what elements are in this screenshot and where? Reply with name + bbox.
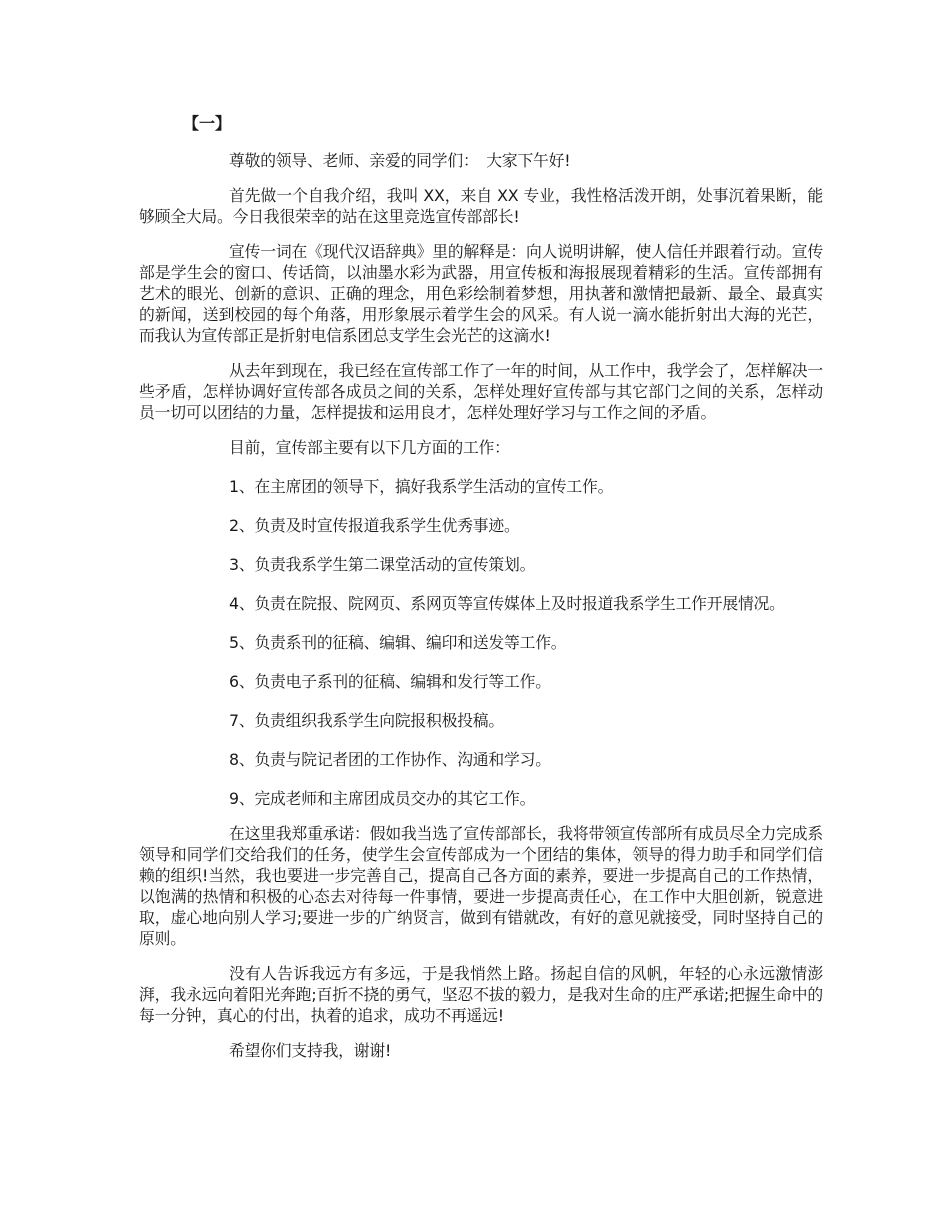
greeting: 尊敬的领导、老师、亲爱的同学们： 大家下午好!: [229, 151, 571, 170]
list-item: 2、负责及时宣传报道我系学生优秀事迹。: [229, 516, 520, 535]
document-page: [139, 112, 823, 1061]
paragraph-thanks: 希望你们支持我，谢谢!: [229, 1041, 392, 1060]
list-item: 4、负责在院报、院网页、系网页等宣传媒体上及时报道我系学生工作开展情况。: [229, 594, 785, 613]
list-item: 9、完成老师和主席团成员交办的其它工作。: [229, 789, 536, 808]
paragraph-experience: 从去年到现在，我已经在宣传部工作了一年的时间，从工作中，我学会了，怎样解决一些矛盾，怎样协调好宣传部各成员之间的关系，怎样处理好宣传部与其它部门之间的关系，怎样动员一切可以团结的力量，怎样提拔和运用良才，怎样处理好学习与工作之间的矛盾。: [139, 361, 823, 422]
paragraph-definition: 宣传一词在《现代汉语辞典》里的解释是：向人说明讲解，使人信任并跟着行动。宣传部是学生会的窗口、传话筒，以油墨水彩为武器，用宣传板和海报展现着精彩的生活。宣传部拥有艺术的眼光、创新的意识、正确的理念，用色彩绘制着梦想，用执著和激情把最新、最全、最真实的新闻，送到校园的每个角落，用形象展示着学生会的风采。有人说一滴水能折射出大海的光芒，而我认为宣传部正是折射电信系团总支学生会光芒的这滴水!: [139, 242, 823, 345]
paragraph-work-intro: 目前，宣传部主要有以下几方面的工作：: [229, 438, 510, 457]
paragraph-aspiration: 没有人告诉我远方有多远，于是我悄然上路。扬起自信的风帆，年轻的心永远激情澎湃，我永远向着阳光奔跑;百折不挠的勇气，坚忍不拔的毅力，是我对生命的庄严承诺;把握生命中的每一分钟，真心的付出，执着的追求，成功不再遥远!: [139, 964, 823, 1025]
list-item: 5、负责系刊的征稿、编辑、编印和送发等工作。: [229, 633, 567, 652]
list-item: 1、在主席团的领导下，搞好我系学生活动的宣传工作。: [229, 477, 614, 496]
list-item: 8、负责与院记者团的工作协作、沟通和学习。: [229, 750, 551, 769]
list-item: 3、负责我系学生第二课堂活动的宣传策划。: [229, 555, 536, 574]
paragraph-intro-self: 首先做一个自我介绍，我叫 XX，来自 XX 专业，我性格活泼开朗，处事沉着果断，能够顾全大局。今日我很荣幸的站在这里竞选宣传部部长!: [139, 186, 823, 226]
section-heading: 【一】: [183, 114, 232, 133]
list-item: 6、负责电子系刊的征稿、编辑和发行等工作。: [229, 672, 551, 691]
list-item: 7、负责组织我系学生向院报积极投稿。: [229, 711, 504, 730]
paragraph-promise: 在这里我郑重承诺：假如我当选了宣传部部长，我将带领宣传部所有成员尽全力完成系领导和同学们交给我们的任务，使学生会宣传部成为一个团结的集体，领导的得力助手和同学们信赖的组织!当然，我也要进一步完善自己，提高自己各方面的素养，要进一步提高自己的工作热情，以饱满的热情和积极的心态去对待每一件事情，要进一步提高责任心，在工作中大胆创新，锐意进取，虚心地向别人学习;要进一步的广纳贤言，做到有错就改，有好的意见就接受，同时坚持自己的原则。: [139, 824, 823, 948]
